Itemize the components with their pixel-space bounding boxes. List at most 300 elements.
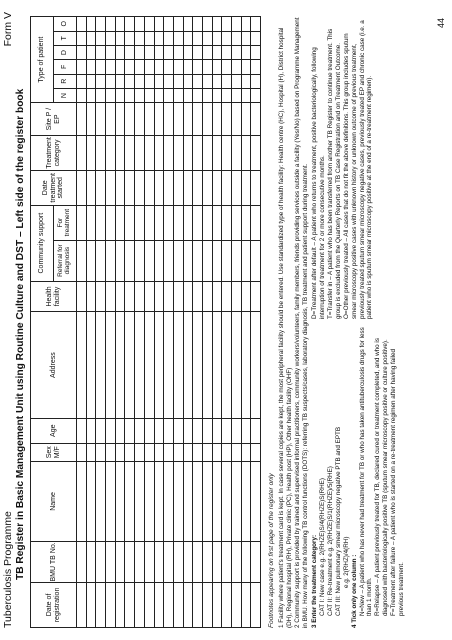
table-cell[interactable] <box>251 541 261 582</box>
table-cell[interactable] <box>125 17 135 32</box>
table-cell[interactable] <box>202 205 212 240</box>
table-cell[interactable] <box>183 136 193 171</box>
table-cell[interactable] <box>173 582 183 627</box>
table-cell[interactable] <box>135 281 145 312</box>
table-cell[interactable] <box>222 240 232 281</box>
table-cell[interactable] <box>183 443 193 461</box>
table-cell[interactable] <box>232 17 242 32</box>
table-cell[interactable] <box>106 31 116 45</box>
table-cell[interactable] <box>241 60 251 74</box>
table-cell[interactable] <box>164 88 174 102</box>
table-cell[interactable] <box>202 541 212 582</box>
table-cell[interactable] <box>77 541 87 582</box>
table-cell[interactable] <box>86 60 96 74</box>
table-cell[interactable] <box>125 582 135 627</box>
table-cell[interactable] <box>173 17 183 32</box>
table-cell[interactable] <box>144 45 154 59</box>
table-cell[interactable] <box>96 418 106 443</box>
table-cell[interactable] <box>164 74 174 88</box>
table-cell[interactable] <box>115 170 125 205</box>
table-cell[interactable] <box>77 312 87 419</box>
table-cell[interactable] <box>241 88 251 102</box>
table-cell[interactable] <box>164 136 174 171</box>
table-cell[interactable] <box>125 443 135 461</box>
table-cell[interactable] <box>125 461 135 541</box>
table-cell[interactable] <box>173 45 183 59</box>
table-cell[interactable] <box>232 312 242 419</box>
table-cell[interactable] <box>77 281 87 312</box>
table-cell[interactable] <box>164 541 174 582</box>
table-cell[interactable] <box>193 17 203 32</box>
table-cell[interactable] <box>193 88 203 102</box>
table-cell[interactable] <box>232 103 242 136</box>
table-cell[interactable] <box>77 60 87 74</box>
table-cell[interactable] <box>115 312 125 419</box>
table-cell[interactable] <box>212 31 222 45</box>
table-cell[interactable] <box>173 281 183 312</box>
table-cell[interactable] <box>241 418 251 443</box>
table-cell[interactable] <box>232 461 242 541</box>
table-cell[interactable] <box>232 281 242 312</box>
table-cell[interactable] <box>106 45 116 59</box>
table-cell[interactable] <box>144 88 154 102</box>
table-cell[interactable] <box>164 281 174 312</box>
table-cell[interactable] <box>135 31 145 45</box>
table-cell[interactable] <box>173 461 183 541</box>
table-cell[interactable] <box>241 31 251 45</box>
table-cell[interactable] <box>232 88 242 102</box>
table-cell[interactable] <box>183 418 193 443</box>
table-cell[interactable] <box>251 103 261 136</box>
table-cell[interactable] <box>164 443 174 461</box>
table-cell[interactable] <box>106 312 116 419</box>
table-cell[interactable] <box>144 443 154 461</box>
table-cell[interactable] <box>135 170 145 205</box>
table-cell[interactable] <box>144 136 154 171</box>
table-cell[interactable] <box>173 74 183 88</box>
table-cell[interactable] <box>232 31 242 45</box>
table-cell[interactable] <box>173 240 183 281</box>
table-cell[interactable] <box>251 74 261 88</box>
table-cell[interactable] <box>222 205 232 240</box>
table-cell[interactable] <box>212 443 222 461</box>
table-cell[interactable] <box>96 88 106 102</box>
table-cell[interactable] <box>212 17 222 32</box>
table-cell[interactable] <box>202 281 212 312</box>
table-cell[interactable] <box>96 541 106 582</box>
table-cell[interactable] <box>115 205 125 240</box>
table-cell[interactable] <box>251 31 261 45</box>
table-cell[interactable] <box>232 443 242 461</box>
table-cell[interactable] <box>212 74 222 88</box>
table-cell[interactable] <box>183 88 193 102</box>
table-cell[interactable] <box>144 17 154 32</box>
table-cell[interactable] <box>222 45 232 59</box>
table-cell[interactable] <box>183 45 193 59</box>
table-cell[interactable] <box>115 45 125 59</box>
table-cell[interactable] <box>125 281 135 312</box>
table-cell[interactable] <box>183 461 193 541</box>
table-cell[interactable] <box>241 443 251 461</box>
table-cell[interactable] <box>164 418 174 443</box>
table-cell[interactable] <box>96 45 106 59</box>
table-cell[interactable] <box>77 74 87 88</box>
table-cell[interactable] <box>193 60 203 74</box>
table-cell[interactable] <box>241 103 251 136</box>
table-cell[interactable] <box>183 541 193 582</box>
table-cell[interactable] <box>232 170 242 205</box>
table-cell[interactable] <box>202 17 212 32</box>
table-cell[interactable] <box>154 60 164 74</box>
table-cell[interactable] <box>154 461 164 541</box>
table-cell[interactable] <box>251 88 261 102</box>
table-cell[interactable] <box>154 240 164 281</box>
table-cell[interactable] <box>241 205 251 240</box>
table-cell[interactable] <box>164 60 174 74</box>
table-cell[interactable] <box>183 281 193 312</box>
table-cell[interactable] <box>202 418 212 443</box>
table-cell[interactable] <box>96 582 106 627</box>
table-cell[interactable] <box>96 205 106 240</box>
table-cell[interactable] <box>154 281 164 312</box>
table-cell[interactable] <box>232 45 242 59</box>
table-cell[interactable] <box>96 443 106 461</box>
table-cell[interactable] <box>96 103 106 136</box>
table-cell[interactable] <box>106 103 116 136</box>
table-cell[interactable] <box>164 312 174 419</box>
table-cell[interactable] <box>222 60 232 74</box>
table-cell[interactable] <box>222 281 232 312</box>
table-cell[interactable] <box>202 74 212 88</box>
table-cell[interactable] <box>86 17 96 32</box>
table-cell[interactable] <box>212 103 222 136</box>
table-cell[interactable] <box>125 170 135 205</box>
table-cell[interactable] <box>106 136 116 171</box>
table-cell[interactable] <box>86 240 96 281</box>
table-cell[interactable] <box>212 170 222 205</box>
table-cell[interactable] <box>232 60 242 74</box>
table-cell[interactable] <box>125 45 135 59</box>
table-cell[interactable] <box>164 170 174 205</box>
table-cell[interactable] <box>212 45 222 59</box>
table-cell[interactable] <box>106 205 116 240</box>
table-cell[interactable] <box>154 74 164 88</box>
table-cell[interactable] <box>212 461 222 541</box>
table-cell[interactable] <box>173 103 183 136</box>
table-cell[interactable] <box>77 103 87 136</box>
table-cell[interactable] <box>135 461 145 541</box>
table-cell[interactable] <box>164 240 174 281</box>
table-cell[interactable] <box>77 205 87 240</box>
table-cell[interactable] <box>144 170 154 205</box>
table-cell[interactable] <box>154 136 164 171</box>
table-cell[interactable] <box>241 240 251 281</box>
table-cell[interactable] <box>241 281 251 312</box>
table-cell[interactable] <box>232 541 242 582</box>
table-cell[interactable] <box>164 582 174 627</box>
table-cell[interactable] <box>135 136 145 171</box>
table-cell[interactable] <box>183 205 193 240</box>
table-cell[interactable] <box>115 31 125 45</box>
table-cell[interactable] <box>86 461 96 541</box>
table-cell[interactable] <box>164 103 174 136</box>
table-cell[interactable] <box>183 582 193 627</box>
table-cell[interactable] <box>106 582 116 627</box>
table-cell[interactable] <box>135 103 145 136</box>
table-cell[interactable] <box>251 170 261 205</box>
table-cell[interactable] <box>115 136 125 171</box>
table-cell[interactable] <box>183 240 193 281</box>
table-cell[interactable] <box>202 443 212 461</box>
table-cell[interactable] <box>212 418 222 443</box>
table-cell[interactable] <box>86 88 96 102</box>
table-cell[interactable] <box>86 205 96 240</box>
table-cell[interactable] <box>86 170 96 205</box>
table-cell[interactable] <box>173 31 183 45</box>
table-cell[interactable] <box>86 103 96 136</box>
table-cell[interactable] <box>135 541 145 582</box>
table-cell[interactable] <box>232 240 242 281</box>
table-cell[interactable] <box>251 45 261 59</box>
table-cell[interactable] <box>193 281 203 312</box>
table-cell[interactable] <box>222 418 232 443</box>
table-cell[interactable] <box>77 45 87 59</box>
table-cell[interactable] <box>212 88 222 102</box>
table-cell[interactable] <box>222 74 232 88</box>
table-cell[interactable] <box>115 461 125 541</box>
table-cell[interactable] <box>154 312 164 419</box>
table-cell[interactable] <box>212 205 222 240</box>
table-cell[interactable] <box>193 418 203 443</box>
table-cell[interactable] <box>86 312 96 419</box>
table-cell[interactable] <box>212 281 222 312</box>
table-cell[interactable] <box>135 17 145 32</box>
table-cell[interactable] <box>115 240 125 281</box>
table-cell[interactable] <box>86 31 96 45</box>
table-cell[interactable] <box>106 418 116 443</box>
table-cell[interactable] <box>193 541 203 582</box>
table-cell[interactable] <box>193 312 203 419</box>
table-cell[interactable] <box>135 205 145 240</box>
table-cell[interactable] <box>222 443 232 461</box>
table-cell[interactable] <box>115 103 125 136</box>
table-cell[interactable] <box>144 240 154 281</box>
table-cell[interactable] <box>135 582 145 627</box>
table-cell[interactable] <box>106 88 116 102</box>
table-cell[interactable] <box>86 281 96 312</box>
table-cell[interactable] <box>144 60 154 74</box>
table-cell[interactable] <box>232 205 242 240</box>
table-cell[interactable] <box>77 418 87 443</box>
table-cell[interactable] <box>86 582 96 627</box>
table-cell[interactable] <box>202 103 212 136</box>
table-cell[interactable] <box>144 74 154 88</box>
table-cell[interactable] <box>173 60 183 74</box>
table-cell[interactable] <box>241 74 251 88</box>
table-cell[interactable] <box>96 74 106 88</box>
table-cell[interactable] <box>106 17 116 32</box>
table-cell[interactable] <box>115 88 125 102</box>
table-cell[interactable] <box>222 136 232 171</box>
table-cell[interactable] <box>222 312 232 419</box>
table-cell[interactable] <box>173 312 183 419</box>
table-cell[interactable] <box>144 582 154 627</box>
table-cell[interactable] <box>222 31 232 45</box>
table-cell[interactable] <box>154 88 164 102</box>
table-cell[interactable] <box>251 418 261 443</box>
table-cell[interactable] <box>106 170 116 205</box>
table-cell[interactable] <box>115 17 125 32</box>
table-cell[interactable] <box>125 88 135 102</box>
table-cell[interactable] <box>144 418 154 443</box>
table-cell[interactable] <box>251 443 261 461</box>
table-cell[interactable] <box>241 170 251 205</box>
table-cell[interactable] <box>193 582 203 627</box>
table-cell[interactable] <box>202 136 212 171</box>
table-cell[interactable] <box>96 461 106 541</box>
table-cell[interactable] <box>241 461 251 541</box>
table-cell[interactable] <box>193 240 203 281</box>
table-cell[interactable] <box>222 17 232 32</box>
table-cell[interactable] <box>77 170 87 205</box>
table-cell[interactable] <box>115 74 125 88</box>
table-cell[interactable] <box>115 541 125 582</box>
table-cell[interactable] <box>251 240 261 281</box>
table-cell[interactable] <box>115 281 125 312</box>
table-cell[interactable] <box>173 88 183 102</box>
table-cell[interactable] <box>251 60 261 74</box>
table-cell[interactable] <box>135 443 145 461</box>
table-cell[interactable] <box>193 103 203 136</box>
table-cell[interactable] <box>202 312 212 419</box>
table-cell[interactable] <box>193 205 203 240</box>
table-cell[interactable] <box>96 281 106 312</box>
table-cell[interactable] <box>251 312 261 419</box>
table-cell[interactable] <box>135 240 145 281</box>
table-cell[interactable] <box>251 281 261 312</box>
table-cell[interactable] <box>212 136 222 171</box>
table-cell[interactable] <box>202 582 212 627</box>
table-cell[interactable] <box>154 170 164 205</box>
table-cell[interactable] <box>173 205 183 240</box>
table-cell[interactable] <box>144 205 154 240</box>
table-cell[interactable] <box>115 60 125 74</box>
table-cell[interactable] <box>193 31 203 45</box>
table-cell[interactable] <box>173 541 183 582</box>
table-cell[interactable] <box>86 45 96 59</box>
table-cell[interactable] <box>202 60 212 74</box>
table-cell[interactable] <box>164 45 174 59</box>
table-cell[interactable] <box>222 582 232 627</box>
table-cell[interactable] <box>232 582 242 627</box>
table-cell[interactable] <box>96 31 106 45</box>
table-cell[interactable] <box>164 17 174 32</box>
table-cell[interactable] <box>144 103 154 136</box>
table-cell[interactable] <box>212 582 222 627</box>
table-cell[interactable] <box>183 74 193 88</box>
table-cell[interactable] <box>154 443 164 461</box>
table-cell[interactable] <box>202 45 212 59</box>
table-cell[interactable] <box>77 582 87 627</box>
table-cell[interactable] <box>125 240 135 281</box>
table-cell[interactable] <box>222 541 232 582</box>
table-cell[interactable] <box>135 45 145 59</box>
table-cell[interactable] <box>96 170 106 205</box>
table-cell[interactable] <box>241 17 251 32</box>
table-cell[interactable] <box>202 461 212 541</box>
table-cell[interactable] <box>222 461 232 541</box>
table-cell[interactable] <box>202 88 212 102</box>
table-cell[interactable] <box>202 170 212 205</box>
table-cell[interactable] <box>125 541 135 582</box>
table-cell[interactable] <box>193 443 203 461</box>
table-cell[interactable] <box>106 281 116 312</box>
table-cell[interactable] <box>125 31 135 45</box>
table-cell[interactable] <box>251 205 261 240</box>
table-cell[interactable] <box>115 582 125 627</box>
table-cell[interactable] <box>144 541 154 582</box>
table-cell[interactable] <box>77 136 87 171</box>
table-cell[interactable] <box>241 136 251 171</box>
table-cell[interactable] <box>241 312 251 419</box>
table-cell[interactable] <box>115 443 125 461</box>
table-cell[interactable] <box>173 418 183 443</box>
table-cell[interactable] <box>164 31 174 45</box>
table-cell[interactable] <box>77 88 87 102</box>
table-cell[interactable] <box>193 170 203 205</box>
table-cell[interactable] <box>135 312 145 419</box>
table-cell[interactable] <box>222 103 232 136</box>
table-cell[interactable] <box>135 88 145 102</box>
table-cell[interactable] <box>86 541 96 582</box>
table-cell[interactable] <box>193 461 203 541</box>
table-cell[interactable] <box>77 443 87 461</box>
table-cell[interactable] <box>154 103 164 136</box>
table-cell[interactable] <box>164 205 174 240</box>
table-cell[interactable] <box>86 136 96 171</box>
table-cell[interactable] <box>86 418 96 443</box>
table-cell[interactable] <box>183 103 193 136</box>
table-cell[interactable] <box>96 312 106 419</box>
table-cell[interactable] <box>77 17 87 32</box>
table-cell[interactable] <box>154 17 164 32</box>
table-cell[interactable] <box>144 461 154 541</box>
table-cell[interactable] <box>106 240 116 281</box>
table-cell[interactable] <box>193 45 203 59</box>
table-cell[interactable] <box>193 74 203 88</box>
table-cell[interactable] <box>125 205 135 240</box>
table-cell[interactable] <box>173 136 183 171</box>
table-cell[interactable] <box>212 312 222 419</box>
table-cell[interactable] <box>222 88 232 102</box>
table-cell[interactable] <box>212 60 222 74</box>
table-cell[interactable] <box>183 170 193 205</box>
table-cell[interactable] <box>212 541 222 582</box>
table-cell[interactable] <box>125 312 135 419</box>
table-cell[interactable] <box>232 136 242 171</box>
table-cell[interactable] <box>154 45 164 59</box>
table-cell[interactable] <box>241 541 251 582</box>
table-cell[interactable] <box>202 31 212 45</box>
table-cell[interactable] <box>144 281 154 312</box>
table-cell[interactable] <box>202 240 212 281</box>
table-cell[interactable] <box>125 60 135 74</box>
table-cell[interactable] <box>173 170 183 205</box>
table-cell[interactable] <box>106 541 116 582</box>
table-cell[interactable] <box>173 443 183 461</box>
table-cell[interactable] <box>183 17 193 32</box>
table-cell[interactable] <box>154 418 164 443</box>
